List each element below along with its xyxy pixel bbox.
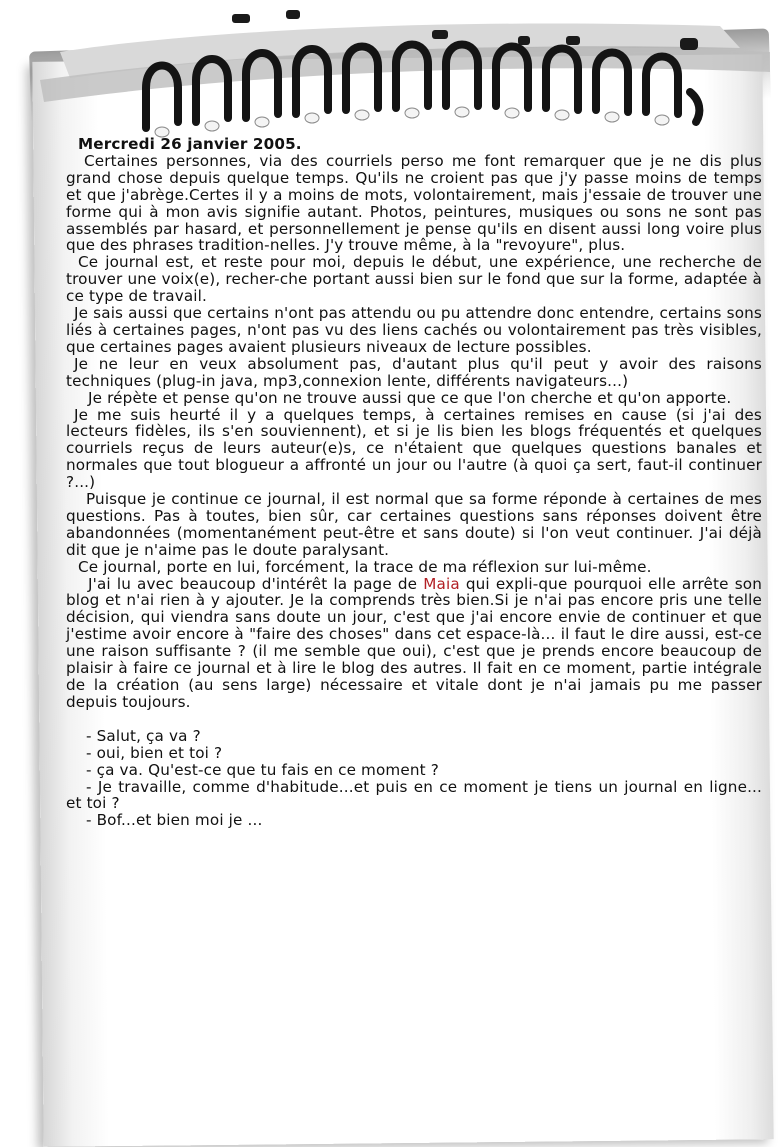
paragraph-8: Ce journal, porte en lui, forcément, la trace de ma réflexion sur lui-même. — [78, 557, 652, 576]
paragraph-9 — [66, 576, 762, 711]
journal-entry — [66, 136, 762, 829]
paragraph-7: Puisque je continue ce journal, il est normal que sa forme réponde à certaines de mes questions. Pas à toutes, bien sûr, car certaines questions sans réponses doivent être abandonnées (momentanément peut-être et sans doute) si l'on veut continuer. J'ai déjà dit que je n'aime pas le doute paralysant. — [66, 490, 762, 559]
paragraph-1: Certaines personnes, via des courriels perso me font remarquer que je ne dis plus grand chose depuis quelque temps. Qu'ils ne croient pas que j'y passe moins de temps et que j'abrège.Certes il y a moins de mots, volontairement, mais j'essaie de trouver une forme qui à mon avis signifie autant. Photos, peintures, musiques ou sons ne sont pas assemblés par hasard, et personnellement je pense qu'ils en disent aussi long voire plus que des phrases tradition-nelles. J'y trouve même, à la "revoyure", plus. — [66, 151, 762, 255]
dialogue-line-5: - Bof...et bien moi je ... — [86, 811, 263, 830]
paragraph-6: Je me suis heurté il y a quelques temps, à certaines remises en cause (si j'ai des lecteurs fidèles, ils s'en souviennent), et si je lis bien les blogs fréquentés et quelques courriels reçus de leurs auteur(e)s, ce n'étaient que quelques questions banales et normales que tout blogueur a affronté un jour ou l'autre (à quoi ça sert, faut-il continuer ?...) — [66, 405, 762, 492]
dialogue-line-1: - Salut, ça va ? — [86, 726, 201, 745]
paragraph-5: Je répète et pense qu'on ne trouve aussi que ce que l'on cherche et qu'on apporte. — [88, 388, 732, 407]
entry-date: Mercredi 26 janvier 2005. — [78, 135, 302, 153]
dialogue-line-4: - Je travaille, comme d'habitude...et puis en ce moment je tiens un journal en ligne... et toi ? — [66, 777, 762, 813]
paragraph-9-start: J'ai lu avec beaucoup d'intérêt la page de — [88, 574, 424, 593]
spacer — [66, 711, 762, 728]
paragraph-2: Ce journal est, et reste pour moi, depuis le début, une expérience, une recherche de trouver une voix(e), recher-che portant aussi bien sur le fond que sur la forme, adaptée à ce type de travail. — [66, 253, 762, 306]
spiral-binding-icon — [0, 0, 780, 150]
maia-link[interactable]: Maia — [423, 574, 460, 593]
dialogue-line-3: - ça va. Qu'est-ce que tu fais en ce moment ? — [86, 760, 439, 779]
paragraph-4: Je ne leur en veux absolument pas, d'autant plus qu'il peut y avoir des raisons techniques (plug-in java, mp3,connexion lente, différents navigateurs...) — [66, 354, 762, 390]
dialogue-line-2: - oui, bien et toi ? — [86, 743, 223, 762]
paragraph-9-end: qui expli-que pourquoi elle arrête son blog et n'ai rien à y ajouter. Je la comprends très bien.Si je n'ai pas encore pris une telle décision, qui viendra sans doute un jour, c'est que j'ai encore envie de continuer et que j'estime avoir encore à "faire des choses" dans cet espace-là... il faut le dire aussi, est-ce une raison suffisante ? (il me semble que oui), c'est que je prends encore beaucoup de plaisir à faire ce journal et à lire le blog des autres. Il fait en ce moment, partie intégrale de la création (au sens large) nécessaire et vitale dont je n'ai jamais pu me passer depuis toujours. — [66, 574, 762, 711]
paragraph-3: Je sais aussi que certains n'ont pas attendu ou pu attendre donc entendre, certains sons liés à certaines pages, n'ont pas vu des liens cachés ou volontairement pas très visibles, que certaines pages avaient plusieurs niveaux de lecture possibles. — [66, 304, 762, 356]
